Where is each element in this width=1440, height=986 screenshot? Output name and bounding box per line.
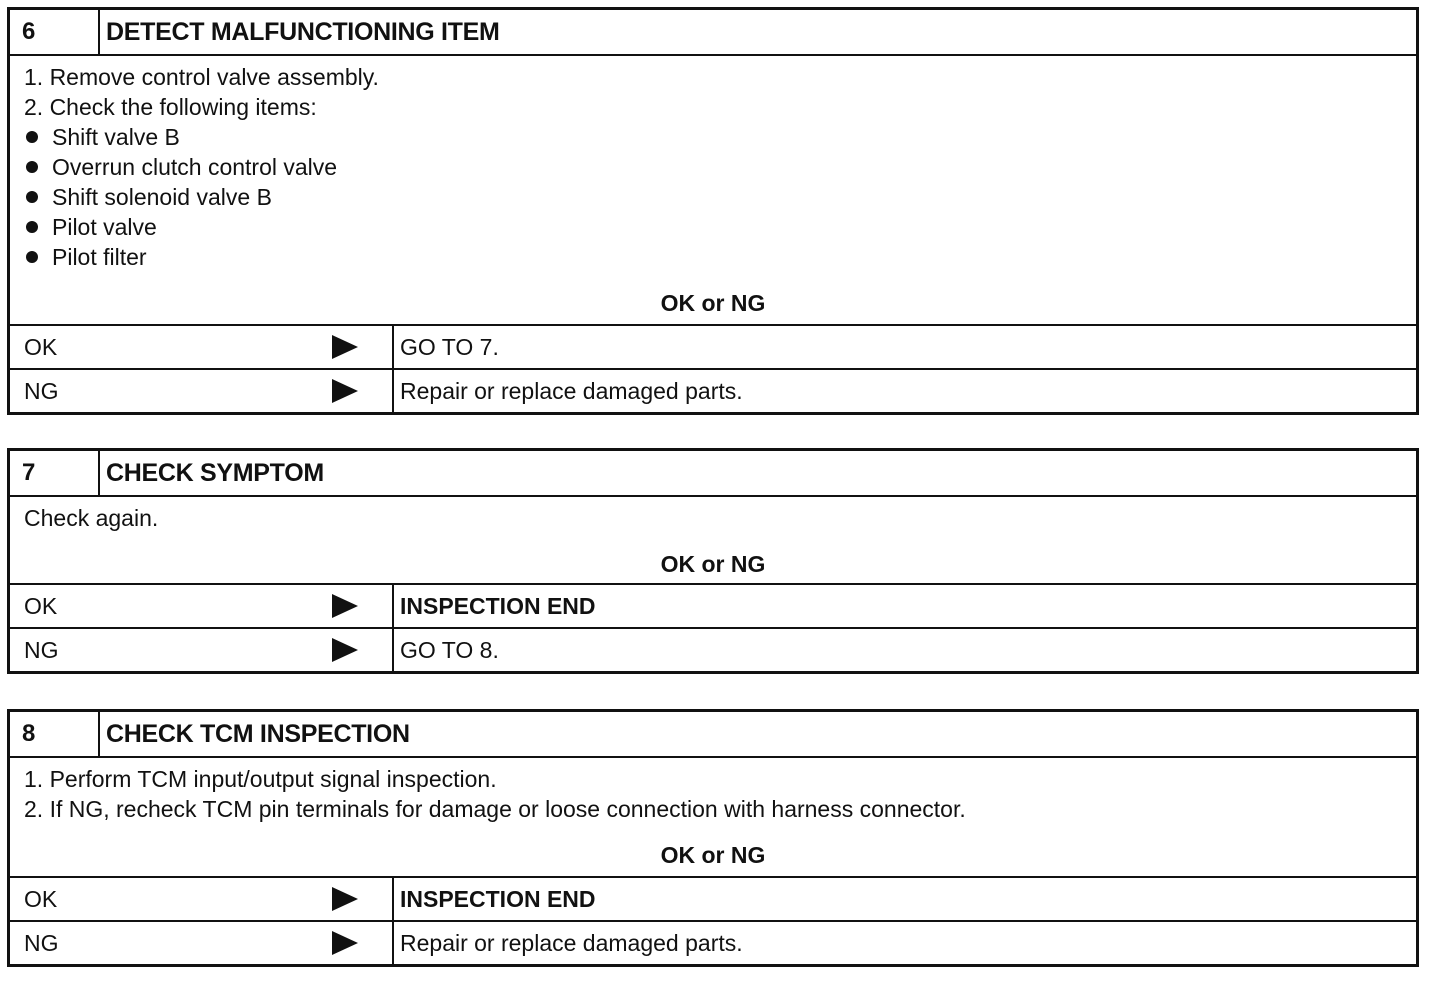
ok-result: GO TO 7. bbox=[400, 334, 499, 360]
right-triangle-icon bbox=[332, 335, 358, 359]
instruction-line: 1. Perform TCM input/output signal inspection. bbox=[24, 766, 497, 792]
ok-row bbox=[10, 876, 1416, 920]
ng-row bbox=[10, 920, 1416, 964]
step-body bbox=[10, 56, 1416, 324]
ok-or-ng-label: OK or NG bbox=[660, 290, 766, 316]
step-header bbox=[10, 451, 1416, 497]
step-number: 7 bbox=[10, 451, 100, 495]
ok-label: OK bbox=[10, 326, 394, 368]
instruction-line: 1. Remove control valve assembly. bbox=[24, 64, 379, 90]
bullet-item: Shift solenoid valve B bbox=[24, 182, 1402, 212]
ng-result: Repair or replace damaged parts. bbox=[400, 378, 743, 404]
step-7-block bbox=[7, 448, 1419, 674]
step-header bbox=[10, 10, 1416, 56]
bullet-icon bbox=[26, 131, 38, 143]
ng-label: NG bbox=[10, 370, 394, 412]
ok-result: INSPECTION END bbox=[400, 886, 596, 912]
step-6-block bbox=[7, 7, 1419, 415]
ok-label: OK bbox=[10, 585, 394, 627]
ok-or-ng-label: OK or NG bbox=[660, 551, 766, 577]
ng-result: GO TO 8. bbox=[400, 637, 499, 663]
step-number: 6 bbox=[10, 10, 100, 54]
step-title: CHECK TCM INSPECTION bbox=[106, 720, 410, 748]
instruction-line: 2. Check the following items: bbox=[24, 94, 317, 120]
bullet-icon bbox=[26, 251, 38, 263]
right-triangle-icon bbox=[332, 638, 358, 662]
step-title: DETECT MALFUNCTIONING ITEM bbox=[106, 18, 500, 46]
bullet-item: Shift valve B bbox=[24, 122, 1402, 152]
step-body bbox=[10, 497, 1416, 583]
ok-row bbox=[10, 324, 1416, 368]
ok-result: INSPECTION END bbox=[400, 593, 596, 619]
bullet-item: Pilot valve bbox=[24, 212, 1402, 242]
step-header bbox=[10, 712, 1416, 758]
instruction-line: 2. If NG, recheck TCM pin terminals for damage or loose connection with harness connector. bbox=[24, 796, 966, 822]
step-title: CHECK SYMPTOM bbox=[106, 459, 324, 487]
ng-row bbox=[10, 368, 1416, 412]
bullet-item: Overrun clutch control valve bbox=[24, 152, 1402, 182]
bullet-icon bbox=[26, 161, 38, 173]
step-8-block bbox=[7, 709, 1419, 967]
right-triangle-icon bbox=[332, 594, 358, 618]
ok-or-ng-label: OK or NG bbox=[660, 842, 766, 868]
bullet-icon bbox=[26, 221, 38, 233]
bullet-item: Pilot filter bbox=[24, 242, 1402, 272]
step-number: 8 bbox=[10, 712, 100, 756]
ng-label: NG bbox=[10, 922, 394, 964]
instruction-line: Check again. bbox=[24, 505, 159, 531]
right-triangle-icon bbox=[332, 887, 358, 911]
ng-row bbox=[10, 627, 1416, 671]
right-triangle-icon bbox=[332, 931, 358, 955]
ok-label: OK bbox=[10, 878, 394, 920]
right-triangle-icon bbox=[332, 379, 358, 403]
step-body bbox=[10, 758, 1416, 876]
ng-label: NG bbox=[10, 629, 394, 671]
ok-row bbox=[10, 583, 1416, 627]
ng-result: Repair or replace damaged parts. bbox=[400, 930, 743, 956]
bullet-icon bbox=[26, 191, 38, 203]
